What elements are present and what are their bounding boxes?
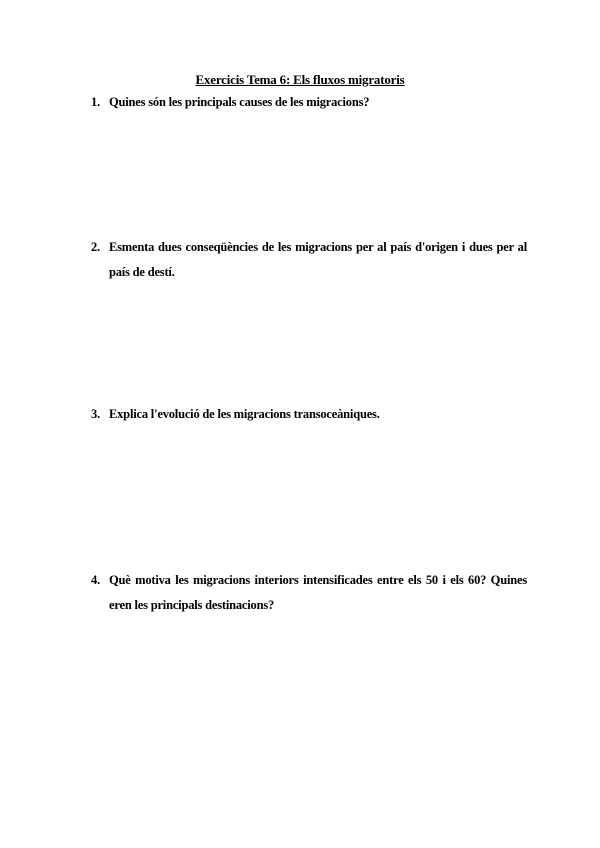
question-3 xyxy=(91,402,527,427)
question-3-text: Explica l'evolució de les migracions transoceàniques. xyxy=(109,407,380,421)
question-2-text: Esmenta dues conseqüències de les migracions per al país d'origen i dues per al país de destí. xyxy=(109,240,527,279)
question-1-number: 1. xyxy=(91,95,100,109)
question-4 xyxy=(91,568,527,618)
question-1-text: Quines són les principals causes de les migracions? xyxy=(109,95,370,109)
question-3-number: 3. xyxy=(91,407,100,421)
question-2 xyxy=(91,235,527,285)
question-1 xyxy=(91,90,527,115)
question-4-text: Què motiva les migracions interiors intensificades entre els 50 i els 60? Quines eren les principals destinacions? xyxy=(109,573,527,612)
question-2-number: 2. xyxy=(91,240,100,254)
question-4-number: 4. xyxy=(91,573,100,587)
page-title: Exercicis Tema 6: Els fluxos migratoris xyxy=(195,72,405,87)
